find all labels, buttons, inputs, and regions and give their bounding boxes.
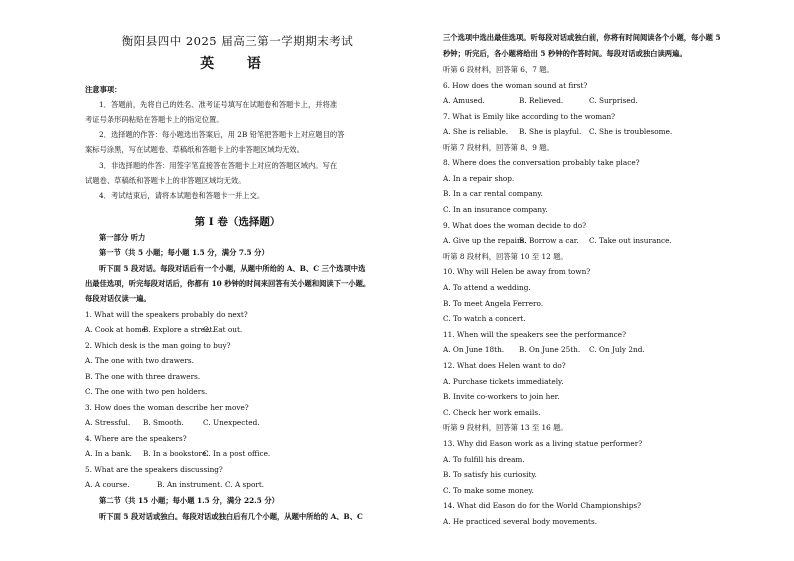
option: A. On June 18th. <box>443 345 505 354</box>
question-options <box>443 345 645 355</box>
question-options <box>85 480 264 490</box>
question: 2. Which desk is the man going to buy? <box>85 341 231 350</box>
question: 8. Where does the conversation probably take place? <box>443 158 640 167</box>
question: 13. Why did Eason work as a living statue performer? <box>443 439 643 448</box>
instruction-line: 秒钟；听完后，各小题将给出 5 秒钟的作答时间。每段对话或独白读两遍。 <box>443 49 687 58</box>
question: 4. Where are the speakers? <box>85 434 187 443</box>
option: C. Unexpected. <box>203 418 260 427</box>
option: A. Amused. <box>443 96 485 105</box>
section-title: 第 I 卷（选择题） <box>194 216 281 228</box>
option: B. Explore a street. <box>143 325 215 334</box>
notice-line: 4．考试结束后，请将本试题卷和答题卡一并上交。 <box>99 191 265 200</box>
instruction-line: 听下面 5 段对话或独白。每段对话或独白后有几个小题，从题中所给的 A、B、C <box>99 512 363 521</box>
instruction-line: 听下面 5 段对话。每段对话后有一个小题，从题中所给的 A、B、C 三个选项中选 <box>99 264 366 273</box>
subject-title: 英 语 <box>200 56 275 72</box>
option: B. The one with three drawers. <box>85 372 201 381</box>
option: C. Check her work emails. <box>443 408 541 417</box>
notice-line: 案标号涂黑，写在试题卷、草稿纸和答题卡上的非答题区域均无效。 <box>85 145 304 154</box>
option: C. On July 2nd. <box>589 345 645 354</box>
option: B. In a car rental company. <box>443 189 543 198</box>
question: 5. What are the speakers discussing? <box>85 465 223 474</box>
option: C. In a post office. <box>203 449 271 458</box>
option: C. To watch a concert. <box>443 314 526 323</box>
question: 6. How does the woman sound at first? <box>443 81 588 90</box>
material-note: 听第 7 段材料，回答第 8、9 题。 <box>443 143 554 152</box>
exam-title: 衡阳县四中 2025 届高三第一学期期末考试 <box>121 34 354 48</box>
question-options <box>85 418 260 428</box>
instruction-line: 三个选项中选出最佳选项。听每段对话或独白前，你将有时间阅读各个小题，每小题 5 <box>443 33 721 42</box>
material-note: 听第 9 段材料，回答第 13 至 16 题。 <box>443 423 568 432</box>
option: A. A course. <box>85 480 130 489</box>
question-options <box>85 325 242 335</box>
option: A. Cook at home. <box>85 325 149 334</box>
question: 10. Why will Helen be away from town? <box>443 267 591 276</box>
option: B. To meet Angela Ferrero. <box>443 299 544 308</box>
option: B. Borrow a car. <box>519 236 579 245</box>
option: A. To attend a wedding. <box>443 283 531 292</box>
option: C. She is troublesome. <box>589 127 673 136</box>
option: B. Smooth. <box>143 418 184 427</box>
question: 12. What does Helen want to do? <box>443 361 566 370</box>
subsection-heading: 第一节（共 5 小题；每小题 1.5 分，满分 7.5 分） <box>99 248 269 257</box>
material-note: 听第 6 段材料，回答第 6、7 题。 <box>443 65 554 74</box>
question: 7. What is Emily like according to the woman? <box>443 112 616 121</box>
option: B. In a bookstore. <box>143 449 209 458</box>
notice-line: 2．选择题的作答：每小题选出答案后，用 2B 铅笔把答题卡上对应题目的答 <box>99 130 345 139</box>
option: A. She is reliable. <box>443 127 509 136</box>
part-heading: 第一部分 听力 <box>99 233 146 242</box>
option: A. In a repair shop. <box>443 174 515 183</box>
option: A. To fulfill his dream. <box>443 455 525 464</box>
option: C. The one with two pen holders. <box>85 387 208 396</box>
option: A. Stressful. <box>85 418 131 427</box>
instruction-line: 出最佳选项，听完每段对话后，你都有 10 秒钟的时间来回答有关小题和阅读下一小题。 <box>85 279 371 288</box>
option: B. To satisfy his curiosity. <box>443 470 537 479</box>
material-note: 听第 8 段材料，回答第 10 至 12 题。 <box>443 252 568 261</box>
option: B. Relieved. <box>519 96 564 105</box>
question-options <box>443 236 672 246</box>
option: C. A sport. <box>225 480 265 489</box>
question-options <box>443 127 672 137</box>
notice-line: 试题卷、草稿纸和答题卡上的非答题区域均无效。 <box>85 176 246 185</box>
question: 11. When will the speakers see the performance? <box>443 330 626 339</box>
option: A. Purchase tickets immediately. <box>443 377 564 386</box>
option: A. The one with two drawers. <box>85 356 194 365</box>
notice-line: 3．非选择题的作答：用签字笔直接答在答题卡上对应的答题区域内。写在 <box>99 161 338 170</box>
option: B. On June 25th. <box>519 345 581 354</box>
question: 9. What does the woman decide to do? <box>443 221 587 230</box>
notice-heading: 注意事项： <box>85 85 122 94</box>
option: C. Surprised. <box>589 96 638 105</box>
option: A. Give up the repairs. <box>443 236 527 245</box>
option: B. Invite co-workers to join her. <box>443 392 560 401</box>
option: A. He practiced several body movements. <box>443 517 598 526</box>
question: 3. How does the woman describe her move? <box>85 403 249 412</box>
question: 14. What did Eason do for the World Championships? <box>443 501 642 510</box>
question-options <box>85 449 270 459</box>
option: C. Eat out. <box>203 325 243 334</box>
option: B. An instrument. <box>157 480 223 489</box>
question-options <box>443 96 638 106</box>
question: 1. What will the speakers probably do next? <box>85 310 248 319</box>
notice-line: 1．答题前，先将自己的姓名、准考证号填写在试题卷和答题卡上，并将准 <box>99 100 338 109</box>
subsection-heading: 第二节（共 15 小题；每小题 1.5 分，满分 22.5 分） <box>99 496 279 505</box>
option: B. She is playful. <box>519 127 582 136</box>
option: C. To make some money. <box>443 486 534 495</box>
option: C. In an insurance company. <box>443 205 548 214</box>
notice-line: 考证号条形码粘贴在答题卡上的指定位置。 <box>85 115 224 124</box>
instruction-line: 每段对话仅读一遍。 <box>85 294 151 303</box>
option: C. Take out insurance. <box>589 236 672 245</box>
option: A. In a bank. <box>85 449 132 458</box>
